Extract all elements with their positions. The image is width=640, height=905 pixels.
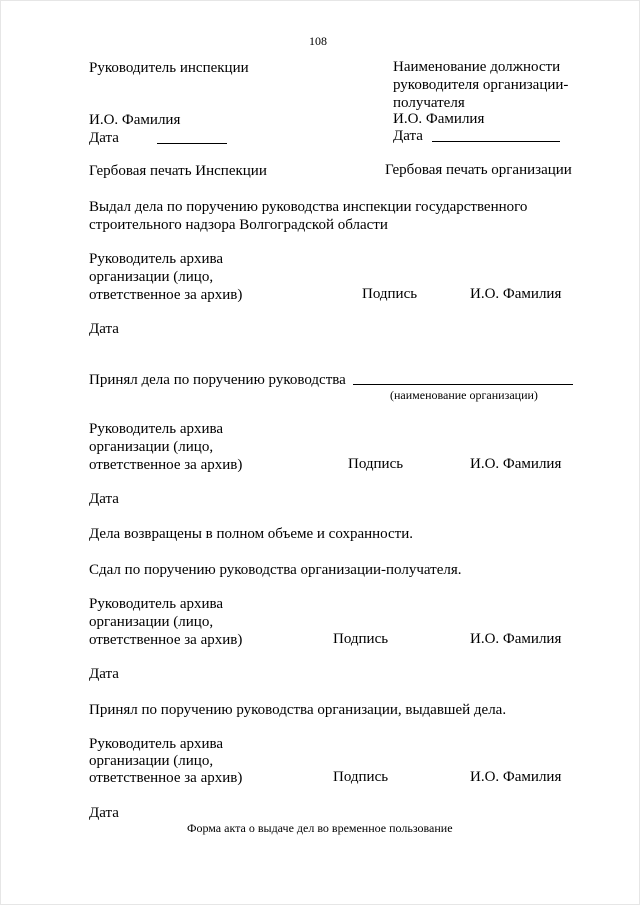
left-name: И.О. Фамилия <box>89 112 181 128</box>
right-title-line-3: получателя <box>393 95 465 111</box>
right-date-line <box>432 141 560 142</box>
signature-label-3: Подпись <box>333 631 389 647</box>
archive-head-3-line-1: Руководитель архива <box>89 596 224 612</box>
archive-head-3-line-3: ответственное за архив) <box>89 632 243 648</box>
archive-head-1-line-2: организации (лицо, <box>89 269 214 285</box>
name-label-3: И.О. Фамилия <box>470 631 562 647</box>
handed-text: Сдал по поручению руководства организации-получателя. <box>89 562 462 578</box>
archive-head-2-line-1: Руководитель архива <box>89 421 224 437</box>
received-back-text: Принял по поручению руководства организации, выдавшей дела. <box>89 702 507 718</box>
right-seal: Гербовая печать организации <box>385 162 572 178</box>
right-date-label: Дата <box>393 128 423 144</box>
page-number: 108 <box>309 34 327 48</box>
name-label-1: И.О. Фамилия <box>470 286 562 302</box>
archive-head-4-line-3: ответственное за архив) <box>89 770 243 786</box>
date-label-4: Дата <box>89 805 119 821</box>
archive-head-4-line-1: Руководитель архива <box>89 736 224 752</box>
archive-head-2-line-2: организации (лицо, <box>89 439 214 455</box>
right-name: И.О. Фамилия <box>393 111 485 127</box>
archive-head-3-line-2: организации (лицо, <box>89 614 214 630</box>
right-title-line-2: руководителя организации- <box>393 77 569 93</box>
left-title: Руководитель инспекции <box>89 60 249 76</box>
date-label-2: Дата <box>89 491 119 507</box>
archive-head-1-line-3: ответственное за архив) <box>89 287 243 303</box>
left-date-label: Дата <box>89 130 119 146</box>
date-label-1: Дата <box>89 321 119 337</box>
signature-label-4: Подпись <box>333 769 389 785</box>
archive-head-4-line-2: организации (лицо, <box>89 753 214 769</box>
left-date-line <box>157 143 227 144</box>
org-name-line <box>353 384 573 385</box>
left-seal: Гербовая печать Инспекции <box>89 163 267 179</box>
archive-head-1-line-1: Руководитель архива <box>89 251 224 267</box>
right-title-line-1: Наименование должности <box>393 59 561 75</box>
date-label-3: Дата <box>89 666 119 682</box>
org-name-caption: (наименование организации) <box>390 388 538 402</box>
archive-head-2-line-3: ответственное за архив) <box>89 457 243 473</box>
signature-label-1: Подпись <box>362 286 418 302</box>
name-label-2: И.О. Фамилия <box>470 456 562 472</box>
received-text: Принял дела по поручению руководства <box>89 372 346 388</box>
form-caption: Форма акта о выдаче дел во временное пользование <box>187 821 453 835</box>
issued-line-1: Выдал дела по поручению руководства инспекции государственного <box>89 199 528 215</box>
signature-label-2: Подпись <box>348 456 404 472</box>
returned-text: Дела возвращены в полном объеме и сохранности. <box>89 526 414 542</box>
issued-line-2: строительного надзора Волгоградской области <box>89 217 388 233</box>
name-label-4: И.О. Фамилия <box>470 769 562 785</box>
